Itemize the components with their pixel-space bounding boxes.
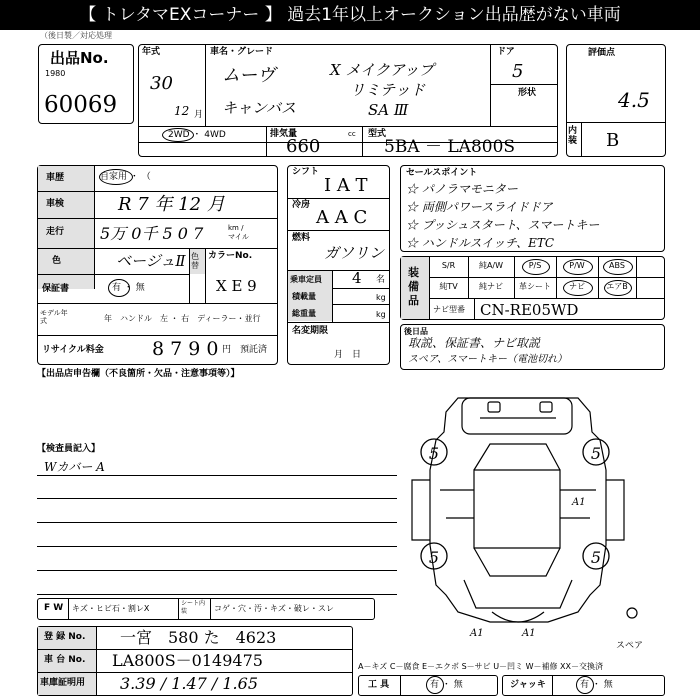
sales-points-label: セールスポイント (406, 168, 478, 178)
model-year-label: モデル年式 (40, 309, 68, 325)
history-label: 車歴 (46, 173, 65, 183)
tire-mark-front-left: 5 (428, 444, 440, 463)
jack-value: 有 ・ 無 (580, 680, 613, 690)
equip-airbag: エアB (606, 282, 628, 291)
ac-value: A A C (316, 207, 368, 228)
equip-tv: 純TV (439, 282, 458, 291)
sales-point-3: ☆ プッシュスタート、スマートキー (406, 218, 600, 232)
recycle-value: 8 7 9 0 (152, 338, 219, 360)
displacement-value: 660 (286, 136, 321, 157)
name-line-3: キャンバス (222, 99, 296, 117)
tire-mark-front-right: 5 (590, 444, 602, 463)
notes-header: 【出品店申告欄（不良箇所・欠品・注意事項等）】 (37, 369, 240, 379)
mileage-label: 走行 (46, 227, 65, 237)
warranty-value: 有 ・ 無 (112, 283, 145, 293)
name-label: 車名・グレード (210, 47, 274, 57)
capacity-value: 4 (352, 269, 362, 287)
expiry-label: 名変期限 (292, 326, 329, 336)
model-label: 型式 (368, 129, 387, 139)
load-unit: kg (376, 293, 386, 302)
interior-value: B (606, 130, 620, 151)
cert-label: 車庫証明用 (40, 678, 86, 688)
displacement-label: 排気量 (270, 129, 298, 139)
displacement-unit: cc (348, 130, 356, 138)
colorno-label: カラーNo. (208, 251, 253, 261)
lot-number: 60069 (44, 92, 118, 118)
name-line-1: ムーヴ (222, 65, 276, 86)
month-unit: 月 (194, 110, 204, 120)
name-line-3b: SA Ⅲ (368, 101, 409, 119)
spare-label: スペア (616, 641, 644, 651)
tools-label: 工 具 (368, 680, 390, 690)
later-parts-line-1: 取説、保証書、ナビ取説 (408, 336, 541, 350)
shape-label: 形状 (518, 88, 537, 98)
recycle-label: リサイクル料金 (42, 345, 104, 355)
score-label: 評価点 (588, 48, 616, 58)
warranty-label: 保証書 (42, 284, 70, 294)
door-label: ドア (497, 47, 515, 57)
ac-label: 冷房 (292, 200, 311, 210)
capacity-label: 乗車定員 (290, 275, 322, 284)
expiry-unit: 月 日 (334, 350, 362, 360)
chassis-label: 車 台 No. (44, 655, 86, 665)
inspector-header: 【検査員記入】 (37, 444, 101, 454)
cert-value: 3.39 / 1.47 / 1.65 (120, 674, 258, 693)
interior-label: 内装 (568, 126, 578, 146)
equip-navi: ナビ (569, 282, 585, 291)
damage-legend: A－キズ C－腐食 E－エクボ S－サビ U－凹ミ W－補修 XX－交換済 (358, 662, 604, 671)
month-value: 12 (174, 104, 190, 118)
model-year-value: 年 ハンドル 左 ・ 右 ディーラー・並行 (104, 314, 261, 323)
registration-value: 一宮 580 た 4623 (120, 628, 277, 647)
registration-label: 登 録 No. (44, 632, 86, 642)
fuel-value: ガソリン (324, 244, 385, 262)
chassis-value: LA800S－0149475 (112, 651, 263, 670)
partial-header-text: （後日製／対応処理 (40, 31, 112, 40)
weight-label: 総重量 (292, 309, 316, 318)
history-value: 自家用 ・ （ (100, 172, 151, 182)
sales-point-1: ☆ パノラマモニター (406, 182, 518, 196)
equipment-label: 装備品 (408, 266, 419, 307)
name-line-1b: X メイクアップ (330, 61, 434, 79)
year-label: 年式 (142, 47, 161, 57)
lot-small-number: 1980 (45, 69, 66, 78)
door-value: 5 (512, 61, 524, 82)
tire-mark-rear-right: 5 (590, 548, 602, 567)
damage-mark-a1-side: A1 (572, 497, 586, 508)
tools-value: 有 ・ 無 (430, 680, 463, 690)
equip-alloy-wheels: 純A/W (478, 261, 504, 270)
fuel-label: 燃料 (292, 233, 311, 243)
sales-point-4: ☆ ハンドルスイッチ、ETC (406, 236, 555, 250)
later-parts-line-2: スペア、スマートキー（電池切れ） (408, 354, 567, 365)
color-change-label: 色替 (191, 252, 199, 270)
year-value: 30 (150, 73, 173, 94)
weight-unit: kg (376, 310, 386, 319)
seat-label: シート内装 (181, 600, 206, 615)
banner: 【 トレタマEXコーナー 】 過去1年以上オークション出品歴がない車両 (0, 0, 700, 30)
lot-label: 出品No. (50, 49, 109, 67)
navi-model-label: ナビ型番 (433, 305, 465, 314)
shift-label: シフト (292, 167, 320, 177)
color-value: ベージュⅡ (116, 252, 186, 270)
fw-value: キズ・ヒビ石・割レX (72, 604, 150, 613)
capacity-unit: 名 (376, 275, 386, 285)
model-value: 5BA － LA800S (384, 137, 516, 157)
equip-power-windows: P/W (569, 261, 585, 270)
recycle-unit: 円 預託済 (222, 345, 268, 355)
mileage-value: 5万 0千 5 0 7 (100, 224, 204, 243)
later-parts-label: 後日品 (404, 327, 428, 336)
seat-value: コゲ・穴・汚・キズ・破レ・スレ (214, 604, 334, 613)
score-value: 4.5 (618, 88, 650, 112)
fw-label: F W (44, 603, 64, 613)
tire-mark-rear-left: 5 (428, 548, 440, 567)
shift-value: I A T (324, 175, 368, 196)
inspector-note: Wカバー A (44, 460, 105, 474)
damage-mark-a1-rear-left: A1 (470, 628, 484, 639)
equip-abs: ABS (609, 261, 625, 270)
inspection-value: R 7 年 12 月 (118, 194, 225, 215)
drive-options: 2WD ・ 4WD (168, 130, 226, 140)
damage-mark-a1-rear-right: A1 (522, 628, 536, 639)
equip-genuine-navi: 純ナビ (479, 282, 503, 291)
jack-label: ジャッキ (510, 680, 546, 690)
name-line-2: リミテッド (350, 81, 426, 99)
sales-point-2: ☆ 両側パワースライドドア (406, 200, 553, 214)
navi-model-value: CN-RE05WD (480, 301, 579, 319)
inspection-label: 車検 (46, 199, 65, 209)
mileage-unit: km / マイル (228, 224, 249, 241)
equip-leather-seat: 革シート (519, 282, 551, 291)
colorno-value: X E 9 (216, 277, 257, 295)
color-label: 色 (52, 256, 62, 266)
equip-sunroof: S/R (441, 261, 456, 270)
load-label: 積載量 (292, 292, 316, 301)
equip-power-steering: P/S (528, 261, 542, 270)
